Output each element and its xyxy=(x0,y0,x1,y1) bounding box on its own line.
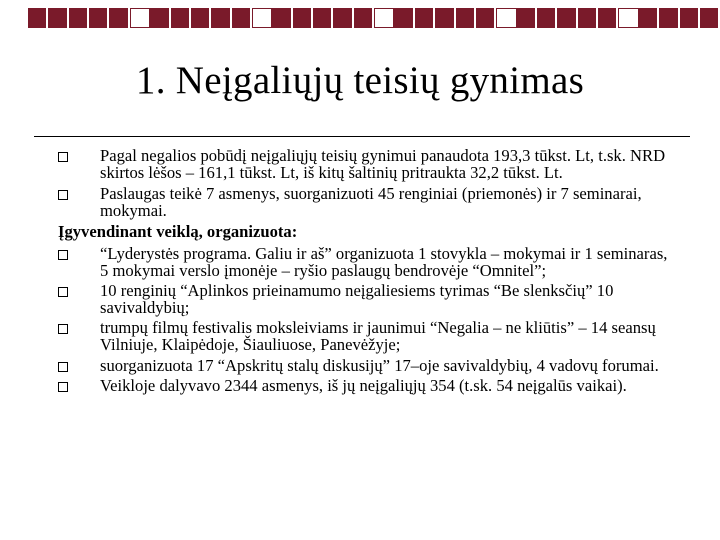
top-bar-square xyxy=(374,8,394,28)
top-bar-square xyxy=(89,8,109,28)
square-bullet-icon xyxy=(58,287,68,297)
square-bullet-icon xyxy=(58,362,68,372)
top-bar-square xyxy=(435,8,455,28)
top-bar-square xyxy=(537,8,557,28)
bullet-text: 10 renginių “Aplinkos prieinamumo neįgaliesiems tyrimas “Be slenksčių” 10 savivaldybių; xyxy=(100,281,614,317)
square-bullet-icon xyxy=(58,250,68,260)
bullet-text: Pagal negalios pobūdį neįgaliųjų teisių gynimui panaudota 193,3 tūkst. Lt, t.sk. NRD skirtos lėšos – 161,1 tūkst. Lt, iš kitų šaltinių pritraukta 32,2 tūkst. Lt. xyxy=(100,146,666,182)
top-bar-square xyxy=(109,8,129,28)
top-bar-square xyxy=(48,8,68,28)
top-bar-square xyxy=(394,8,414,28)
top-bar-square xyxy=(130,8,150,28)
top-bar-square xyxy=(69,8,89,28)
bullet-item xyxy=(60,320,670,353)
square-bullet-icon xyxy=(58,324,68,334)
top-bar-square xyxy=(557,8,577,28)
top-bar-square xyxy=(252,8,272,28)
section-heading: Įgyvendinant veiklą, organizuota: xyxy=(58,222,298,242)
top-bar-square xyxy=(211,8,231,28)
top-bar-square xyxy=(28,8,48,28)
top-bar-square xyxy=(517,8,537,28)
top-bar-square xyxy=(496,8,516,28)
bullet-item xyxy=(60,355,670,375)
top-bar-square xyxy=(456,8,476,28)
decorative-top-bar xyxy=(28,8,720,28)
title-divider xyxy=(34,136,690,137)
bullet-item xyxy=(60,186,670,219)
top-bar-square xyxy=(232,8,252,28)
top-bar-square xyxy=(598,8,618,28)
top-bar-square xyxy=(659,8,679,28)
top-bar-square xyxy=(333,8,353,28)
top-bar-square xyxy=(150,8,170,28)
bullet-text: Paslaugas teikė 7 asmenys, suorganizuoti 45 renginiai (priemonės) ir 7 seminarai, mokymai. xyxy=(100,184,642,220)
top-bar-square xyxy=(272,8,292,28)
bullet-item xyxy=(60,378,670,395)
top-bar-square xyxy=(578,8,598,28)
bullet-item xyxy=(60,243,670,280)
square-bullet-icon xyxy=(58,190,68,200)
bullet-text: Veikloje dalyvavo 2344 asmenys, iš jų neįgaliųjų 354 (t.sk. 54 neįgalūs vaikai). xyxy=(100,376,627,396)
square-bullet-icon xyxy=(58,382,68,392)
top-bar-square xyxy=(700,8,720,28)
slide-title: 1. Neįgaliųjų teisių gynimas xyxy=(135,59,585,102)
top-bar-square xyxy=(680,8,700,28)
bullet-text: trumpų filmų festivalis moksleiviams ir jaunimui “Negalia – ne kliūtis” – 14 seansų Vilniuje, Klaipėdoje, Šiauliuose, Panevėžyje; xyxy=(100,318,656,354)
top-bar-square xyxy=(293,8,313,28)
top-bar-square xyxy=(191,8,211,28)
top-bar-square xyxy=(639,8,659,28)
slide-body xyxy=(60,148,670,399)
bullet-text: “Lyderystės programa. Galiu ir aš” organizuota 1 stovykla – mokymai ir 1 seminaras, 5 mokymai verslo įmonėje – ryšio paslaugų bendrovėje “Omnitel”; xyxy=(100,243,668,280)
top-bar-square xyxy=(618,8,638,28)
top-bar-square xyxy=(415,8,435,28)
bullet-item xyxy=(60,283,670,316)
top-bar-square xyxy=(313,8,333,28)
bullet-text: suorganizuota 17 “Apskritų stalų diskusijų” 17–oje savivaldybių, 4 vadovų forumai. xyxy=(100,355,659,375)
square-bullet-icon xyxy=(58,152,68,162)
top-bar-square xyxy=(476,8,496,28)
top-bar-square xyxy=(171,8,191,28)
bullet-item xyxy=(60,148,670,181)
top-bar-square xyxy=(354,8,374,28)
